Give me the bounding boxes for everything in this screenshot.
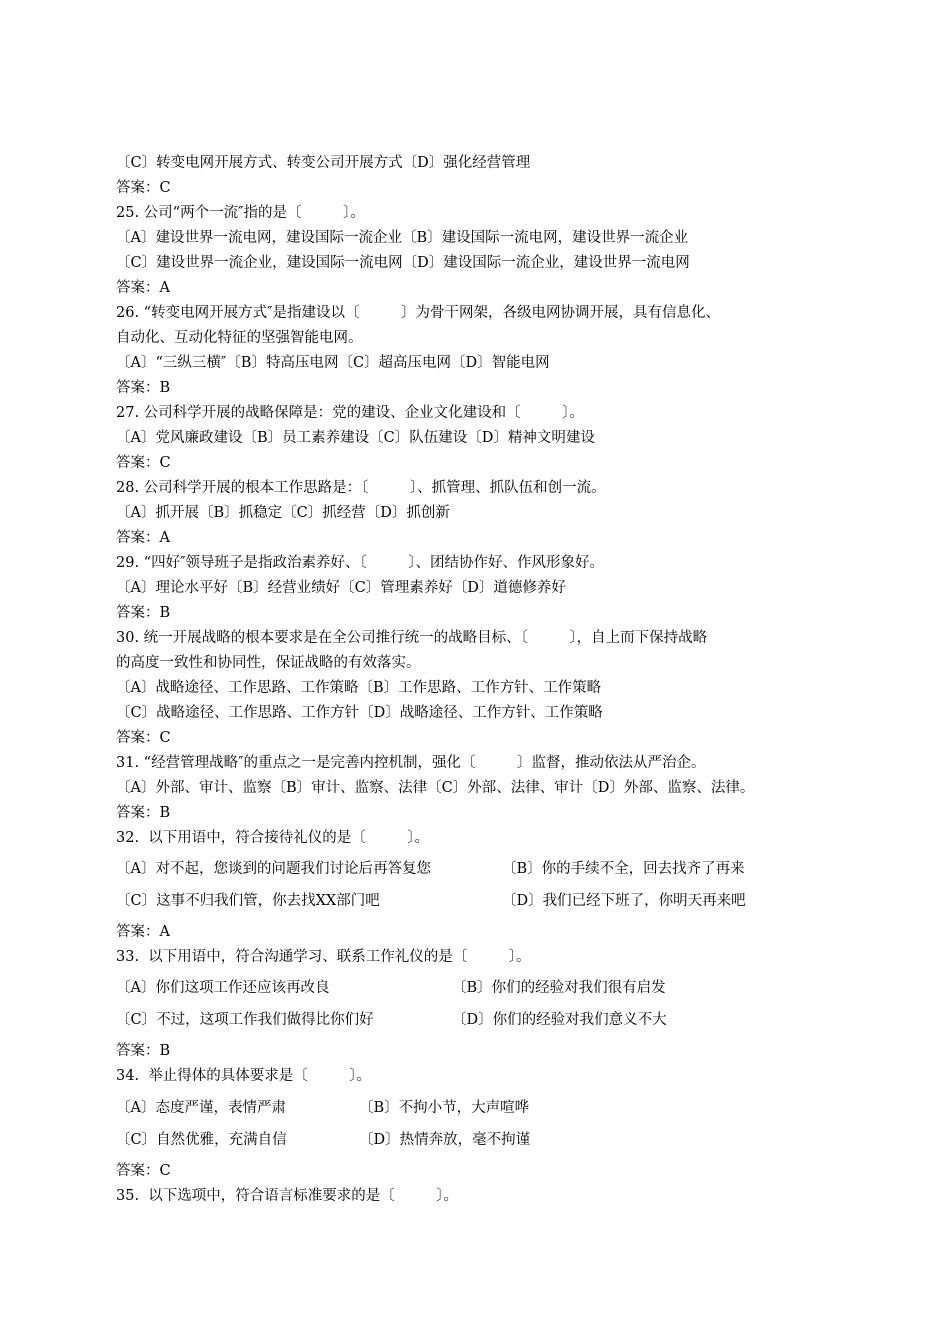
text-line <box>116 1129 531 1151</box>
line-text: 〔A〕态度严谨，表情严肃 <box>116 1100 286 1116</box>
line-text: 答案：B <box>116 805 171 821</box>
text-line <box>116 752 705 774</box>
line-text: 〔C〕不过，这项工作我们做得比你们好 <box>116 1012 374 1028</box>
line-text: 〔A〕理论水平好〔B〕经营业绩好〔C〕管理素养好〔D〕道德修养好 <box>116 580 566 596</box>
option-right-column: 〔B〕你们的经验对我们很有启发 <box>452 980 666 996</box>
option-right-column: 〔B〕你的手续不全，回去找齐了再来 <box>502 861 745 877</box>
line-text: 答案：A <box>116 530 170 546</box>
text-line <box>116 552 604 574</box>
text-line <box>116 227 688 249</box>
line-text: 答案：A <box>116 924 170 940</box>
text-line <box>116 1160 171 1182</box>
line-text: 答案：B <box>116 380 171 396</box>
text-line <box>116 602 170 624</box>
line-text: 32. 以下用语中，符合接待礼仪的是〔 〕。 <box>116 830 430 846</box>
text-line <box>116 1065 371 1087</box>
text-line <box>116 502 450 524</box>
line-text: 34. 举止得体的具体要求是〔 〕。 <box>116 1068 372 1084</box>
option-right-column: 〔D〕你们的经验对我们意义不大 <box>452 1012 667 1028</box>
line-text: 答案：B <box>116 1043 171 1059</box>
line-text: 〔C〕建设世界一流企业，建设国际一流电网〔D〕建设国际一流企业，建设世界一流电网 <box>116 255 690 271</box>
line-text: 25. 公司“两个一流″指的是〔 〕。 <box>116 205 365 221</box>
option-right-column: 〔B〕不拘小节，大声喧哗 <box>359 1100 530 1116</box>
text-line <box>116 402 584 424</box>
text-line <box>116 252 690 274</box>
text-line <box>116 327 363 349</box>
line-text: 〔C〕自然优雅，充满自信 <box>116 1132 287 1148</box>
line-text: 答案：C <box>116 455 171 471</box>
line-text: 〔C〕战略途径、工作思路、工作方针〔D〕战略途径、工作方针、工作策略 <box>116 705 603 721</box>
line-text: 29. “四好″领导班子是指政治素养好、〔 〕、团结协作好、作风形象好。 <box>116 555 604 571</box>
line-text: 〔A〕“三纵三横″〔B〕特高压电网〔C〕超高压电网〔D〕智能电网 <box>116 355 550 371</box>
text-line <box>116 277 170 299</box>
text-line <box>116 777 754 799</box>
line-text: 27. 公司科学开展的战略保障是：党的建设、企业文化建设和〔 〕。 <box>116 405 584 421</box>
line-text: 〔A〕外部、审计、监察〔B〕审计、监察、法律〔C〕外部、法律、审计〔D〕外部、监察、法律。 <box>116 780 755 796</box>
line-text: 〔C〕转变电网开展方式、转变公司开展方式〔D〕强化经营管理 <box>116 155 531 171</box>
text-line <box>116 977 666 999</box>
text-line <box>116 1009 667 1031</box>
line-text: 〔A〕对不起，您谈到的问题我们讨论后再答复您 <box>116 861 431 877</box>
line-text: 33. 以下用语中，符合沟通学习、联系工作礼仪的是〔 〕。 <box>116 949 531 965</box>
text-line <box>116 152 530 174</box>
option-right-column: 〔D〕热情奔放，毫不拘谨 <box>359 1132 531 1148</box>
text-line <box>116 527 170 549</box>
text-line <box>116 477 606 499</box>
text-line <box>116 702 603 724</box>
line-text: 30. 统一开展战略的根本要求是在全公司推行统一的战略目标、〔 〕，自上而下保持战略 <box>116 630 708 646</box>
text-line <box>116 946 531 968</box>
line-text: 〔A〕建设世界一流电网，建设国际一流企业〔B〕建设国际一流电网，建设世界一流企业 <box>116 230 689 246</box>
text-line <box>116 352 550 374</box>
line-text: 31. “经营管理战略″的重点之一是完善内控机制，强化〔 〕监督，推动依法从严治企。 <box>116 755 706 771</box>
line-text: 〔A〕你们这项工作还应该再改良 <box>116 980 330 996</box>
text-line <box>116 1097 530 1119</box>
line-text: 的高度一致性和协同性，保证战略的有效落实。 <box>116 655 421 671</box>
text-line <box>116 1040 170 1062</box>
text-line <box>116 302 720 324</box>
text-line <box>116 452 171 474</box>
line-text: 自动化、互动化特征的坚强智能电网。 <box>116 330 363 346</box>
text-line <box>116 827 429 849</box>
text-line <box>116 577 566 599</box>
text-line <box>116 627 707 649</box>
line-text: 〔A〕战略途径、工作思路、工作策略〔B〕工作思路、工作方针、工作策略 <box>116 680 602 696</box>
text-line <box>116 727 171 749</box>
line-text: 答案：C <box>116 180 171 196</box>
text-line <box>116 427 595 449</box>
line-text: 〔A〕抓开展〔B〕抓稳定〔C〕抓经营〔D〕抓创新 <box>116 505 450 521</box>
line-text: 35. 以下选项中，符合语言标准要求的是〔 〕。 <box>116 1188 459 1204</box>
line-text: 答案：C <box>116 1163 171 1179</box>
line-text: 26. “转变电网开展方式″是指建设以〔 〕为骨干网架，各级电网协调开展，具有信息化、 <box>116 305 720 321</box>
line-text: 答案：B <box>116 605 171 621</box>
text-line <box>116 177 171 199</box>
text-line <box>116 202 365 224</box>
text-line <box>116 377 170 399</box>
line-text: 答案：A <box>116 280 170 296</box>
text-line <box>116 890 746 912</box>
line-text: 答案：C <box>116 730 171 746</box>
text-line <box>116 858 745 880</box>
line-text: 〔C〕这事不归我们管，你去找XX部门吧 <box>116 893 380 909</box>
text-line <box>116 802 170 824</box>
option-right-column: 〔D〕我们已经下班了，你明天再来吧 <box>502 893 746 909</box>
text-line <box>116 677 601 699</box>
text-line <box>116 921 170 943</box>
line-text: 〔A〕党风廉政建设〔B〕员工素养建设〔C〕队伍建设〔D〕精神文明建设 <box>116 430 595 446</box>
text-line <box>116 1185 458 1207</box>
text-line <box>116 652 421 674</box>
line-text: 28. 公司科学开展的根本工作思路是：〔 〕、抓管理、抓队伍和创一流。 <box>116 480 606 496</box>
